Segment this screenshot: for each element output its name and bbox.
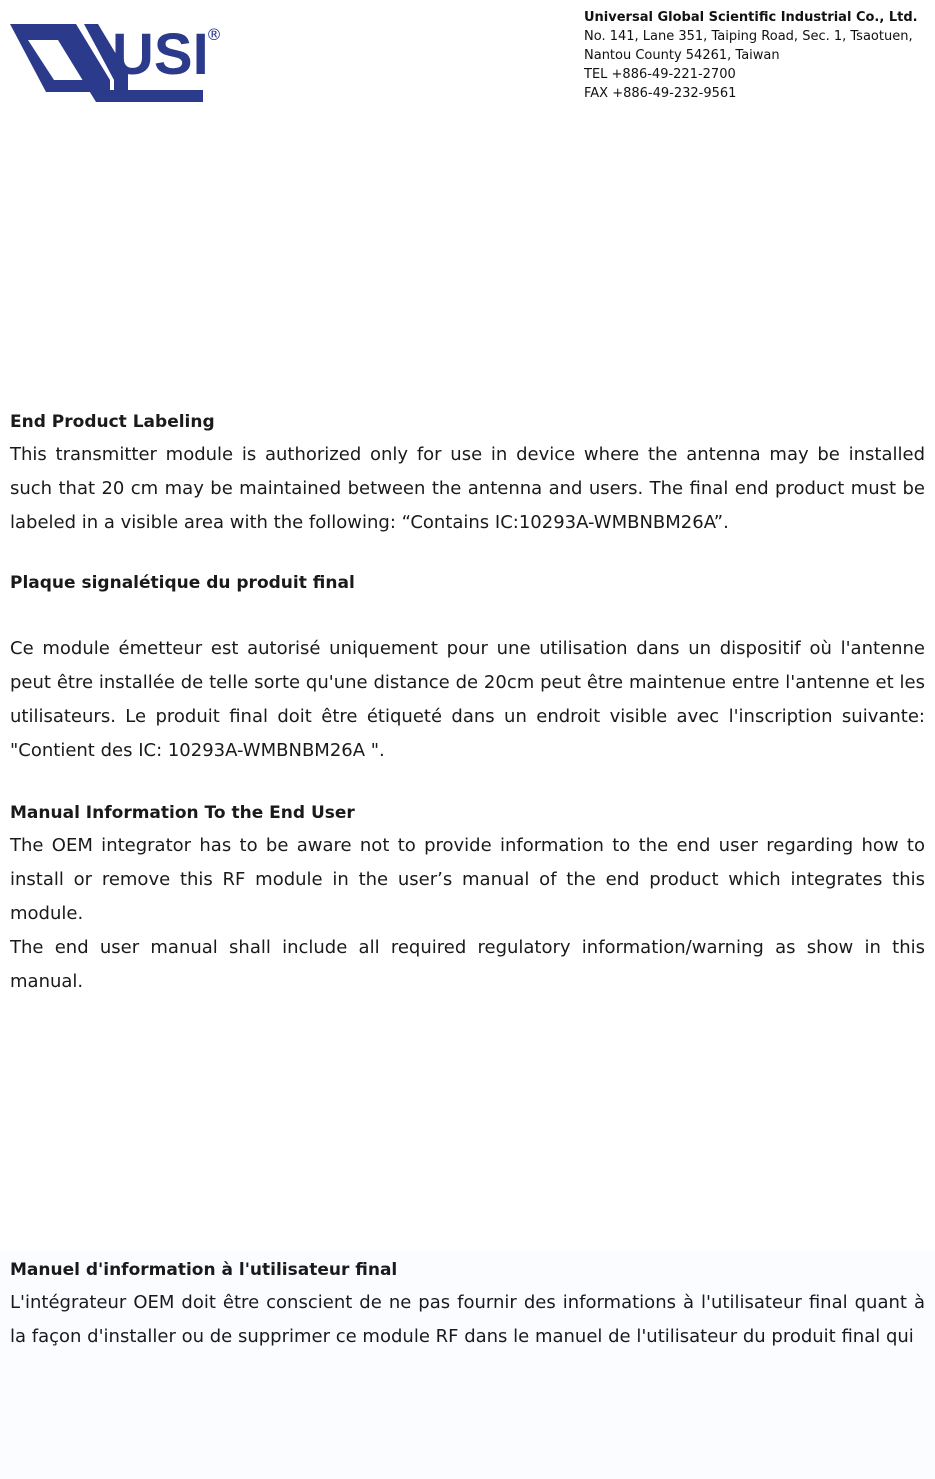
logo-text: USI [112,22,209,87]
tel-line: TEL +886-49-221-2700 [584,67,736,82]
para-plaque: Ce module émetteur est autorisé uniquement pour une utilisation dans un dispositif où l'antenne peut être installée de telle sorte qu'une distance de 20cm peut être maintenue entre l'antenne et les utilisateurs. Le produit final doit être étiqueté dans un endroit visible avec l'inscription suivante: "Contient des IC: 10293A-WMBNBM26A ". [10,638,925,761]
section-manuel [10,1259,925,1354]
registered-mark: ® [206,25,222,44]
address-line1: No. 141, Lane 351, Taiping Road, Sec. 1, Tsaotuen, [584,29,913,44]
para-manuel: L'intégrateur OEM doit être conscient de ne pas fournir des informations à l'utilisateur final quant à la façon d'installer ou de supprimer ce module RF dans le manuel de l'utilisateur du produit final qui [10,1292,925,1347]
fax-line: FAX +886-49-232-9561 [584,86,737,101]
usi-logo [10,18,230,108]
address-line2: Nantou County 54261, Taiwan [584,48,780,63]
heading-plaque: Plaque signalétique du produit final [10,573,355,593]
company-info [584,8,924,103]
para-end-product-labeling: This transmitter module is authorized only for use in device where the antenna may be installed such that 20 cm may be maintained between the antenna and users. The final end product must be labeled in a visible area with the following: “Contains IC:10293A-WMBNBM26A”. [10,444,925,533]
section-end-product-labeling [10,411,925,540]
heading-manual-info: Manual Information To the End User [10,803,355,823]
section-plaque [10,572,925,768]
heading-manuel: Manuel d'information à l'utilisateur final [10,1260,398,1280]
company-name: Universal Global Scientific Industrial Co., Ltd. [584,10,918,25]
para-manual-info-1: The OEM integrator has to be aware not to provide information to the end user regarding how to install or remove this RF module in the user’s manual of the end product which integrates this module. [10,835,925,924]
heading-end-product-labeling: End Product Labeling [10,412,215,432]
section-manual-info [10,802,925,999]
para-manual-info-2: The end user manual shall include all required regulatory information/warning as show in this manual. [10,937,925,992]
